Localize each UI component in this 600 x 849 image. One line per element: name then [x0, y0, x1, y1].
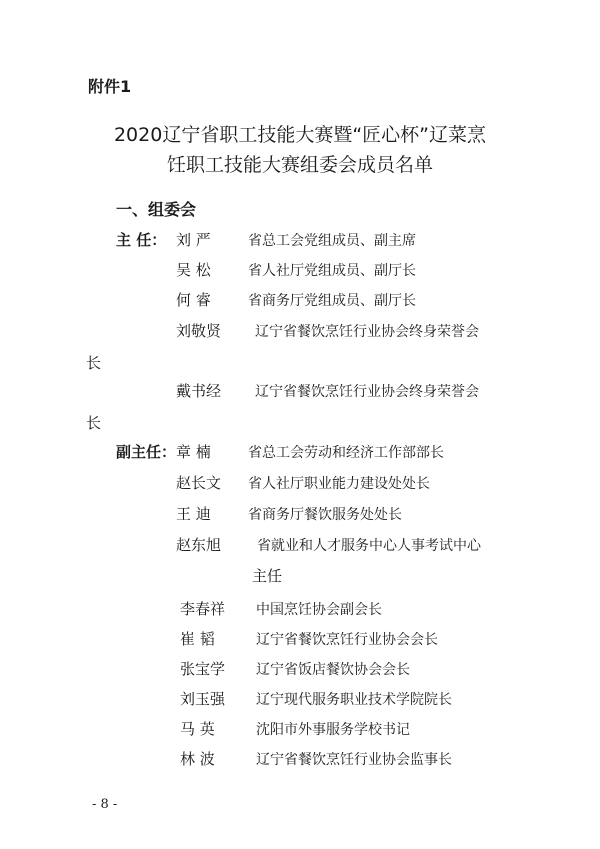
member-title: 辽宁省餐饮烹饪行业协会终身荣誉会	[255, 384, 479, 400]
member-name: 马 英	[180, 720, 215, 738]
member-title: 辽宁省餐饮烹饪行业协会监事长	[256, 752, 452, 768]
member-title: 沈阳市外事服务学校书记	[256, 722, 410, 738]
member-name: 戴书经	[176, 382, 222, 400]
member-name: 刘敬贤	[176, 322, 222, 340]
member-name: 刘玉强	[180, 690, 226, 708]
member-title: 省人社厅党组成员、副厅长	[248, 263, 416, 279]
member-title: 省总工会劳动和经济工作部部长	[248, 445, 444, 461]
member-name: 赵东旭	[176, 536, 222, 554]
member-title: 省总工会党组成员、副主席	[248, 233, 416, 249]
member-title-continuation: 主任	[252, 567, 283, 585]
section-heading: 一、组委会	[116, 200, 197, 219]
member-name: 章 楠	[176, 443, 211, 461]
member-title-continuation: 长	[86, 414, 102, 432]
member-name: 林 波	[180, 750, 215, 768]
member-title: 辽宁省饭店餐饮协会会长	[256, 662, 410, 678]
member-title: 省商务厅党组成员、副厅长	[248, 293, 416, 309]
title-line-1: 2020辽宁省职工技能大赛暨“匠心杯”辽菜烹	[113, 124, 487, 146]
member-title: 省商务厅餐饮服务处处长	[248, 507, 402, 523]
member-title: 辽宁现代服务职业技术学院院长	[256, 692, 452, 708]
member-name: 李春祥	[180, 600, 226, 618]
role-vice-director-label: 副主任：	[116, 443, 177, 461]
member-name: 张宝学	[180, 660, 226, 678]
member-title-continuation: 长	[86, 354, 102, 372]
title-line-2: 饪职工技能大赛组委会成员名单	[166, 154, 433, 176]
member-name: 崔 韬	[180, 630, 215, 648]
member-title: 中国烹饪协会副会长	[256, 602, 382, 618]
role-director-label: 主 任：	[116, 231, 167, 249]
member-title: 省人社厅职业能力建设处处长	[248, 476, 430, 492]
page-number: - 8 -	[92, 797, 118, 812]
member-name: 王 迪	[176, 505, 211, 523]
member-title: 辽宁省餐饮烹饪行业协会终身荣誉会	[255, 324, 479, 340]
member-title: 辽宁省餐饮烹饪行业协会会长	[256, 632, 438, 648]
member-title: 省就业和人才服务中心人事考试中心	[257, 538, 481, 554]
attachment-label: 附件1	[88, 77, 132, 96]
member-name: 何 睿	[176, 291, 211, 309]
member-name: 刘 严	[176, 231, 211, 249]
member-name: 赵长文	[176, 474, 222, 492]
member-name: 吴 松	[176, 261, 211, 279]
